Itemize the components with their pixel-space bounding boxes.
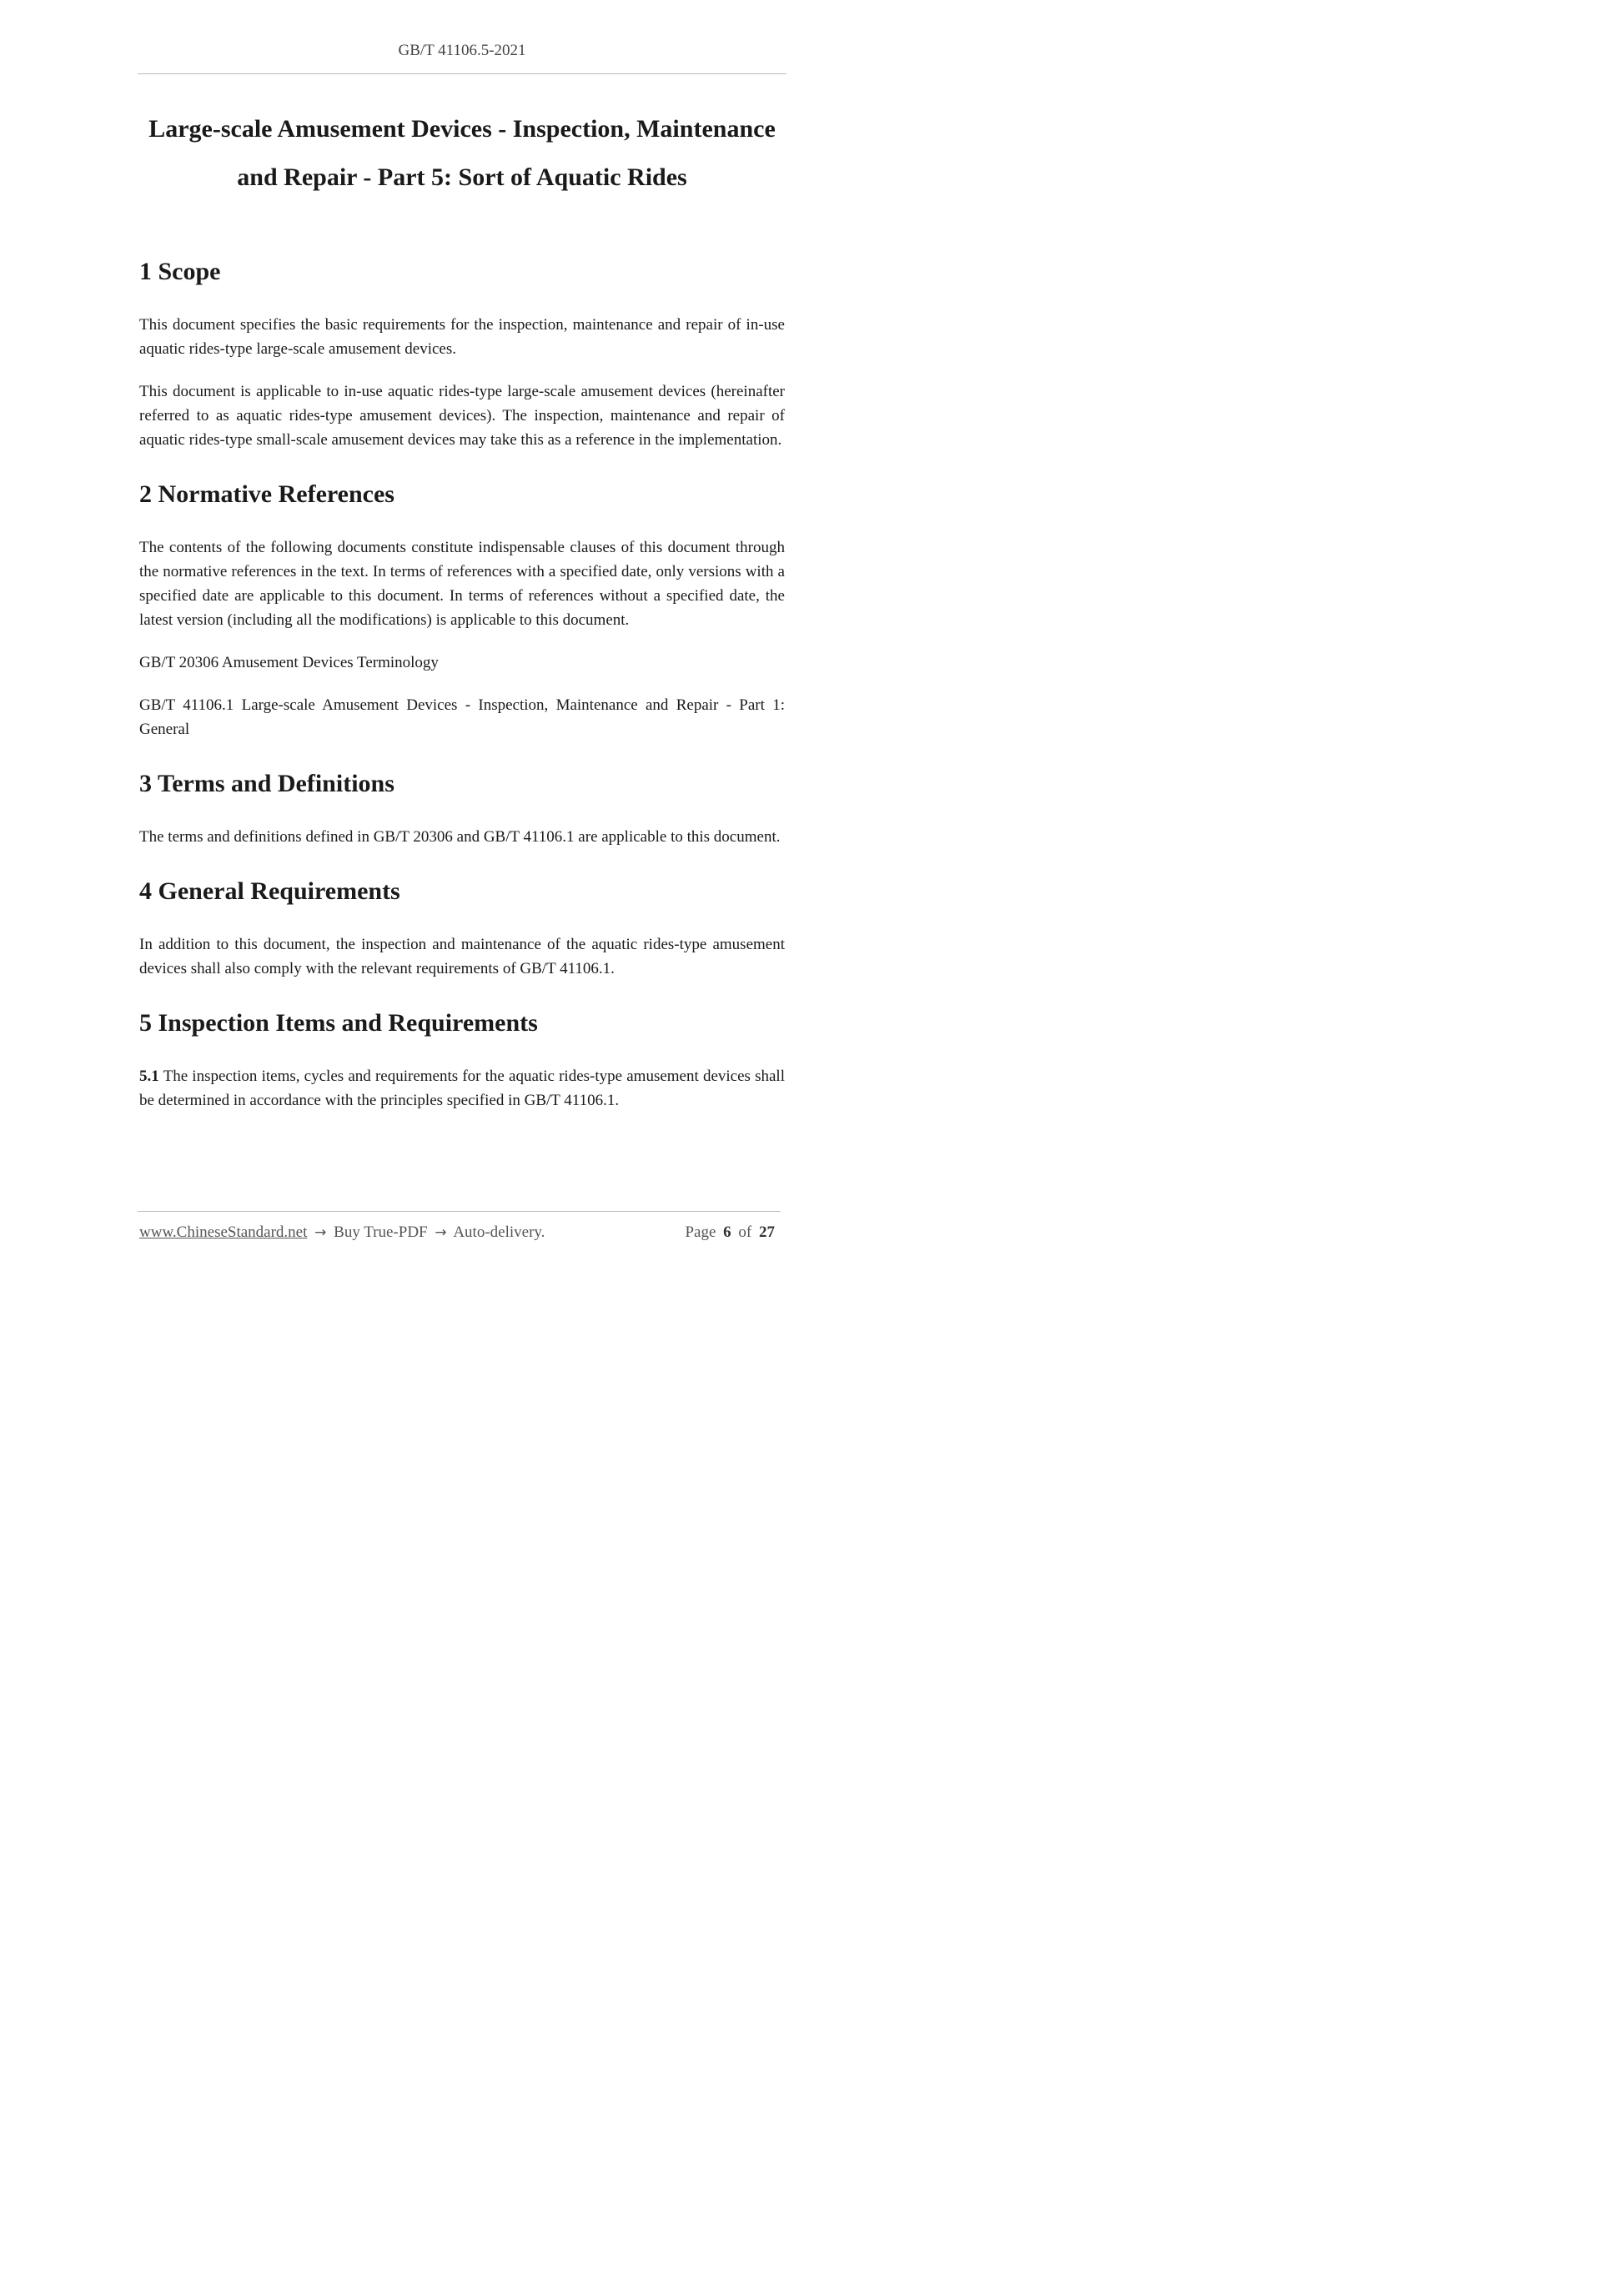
title-line-2: and Repair - Part 5: Sort of Aquatic Rides (237, 163, 687, 191)
terms-definitions-paragraph: The terms and definitions defined in GB/T 20306 and GB/T 41106.1 are applicable to this document. (139, 828, 781, 846)
section-heading-inspection-items: 5 Inspection Items and Requirements (139, 1009, 538, 1037)
section-heading-normative-references: 2 Normative References (139, 480, 394, 508)
clause-number: 5.1 (139, 1068, 159, 1085)
reference-item-1: GB/T 20306 Amusement Devices Terminology (139, 654, 439, 671)
footer-promo (139, 1223, 545, 1242)
document-code-header: GB/T 41106.5-2021 (398, 42, 526, 59)
general-requirements-paragraph: In addition to this document, the inspection and maintenance of the aquatic rides-type amusement devices shall also comply with the relevant requirements of GB/T 41106.1. (139, 936, 785, 977)
page-label: Page (685, 1223, 716, 1241)
website-link[interactable]: www.ChineseStandard.net (139, 1223, 308, 1241)
page-number (685, 1223, 778, 1242)
section-heading-terms-definitions: 3 Terms and Definitions (139, 770, 394, 797)
page-current: 6 (723, 1223, 731, 1241)
scope-paragraph-2: This document is applicable to in-use aquatic rides-type large-scale amusement devices (hereinafter referred to as aquatic rides-type amusement devices). The inspection, maintenance and repair of aquatic rides-type small-scale amusement devices may take this as a reference in the implementation. (139, 383, 785, 449)
normative-references-paragraph: The contents of the following documents constitute indispensable clauses of this document through the normative references in the text. In terms of references with a specified date, only versions with a specified date are applicable to this document. In terms of references without a specified date, the latest version (including all the modifications) is applicable to this document. (139, 539, 785, 629)
clause-text: The inspection items, cycles and requirements for the aquatic rides-type amusement devices shall be determined in accordance with the principles specified in GB/T 41106.1. (139, 1068, 785, 1109)
arrow-right-icon: → (435, 1224, 447, 1241)
scope-paragraph-1: This document specifies the basic requirements for the inspection, maintenance and repair of in-use aquatic rides-type large-scale amusement devices. (139, 316, 785, 358)
footer-divider (138, 1211, 781, 1212)
clause-5-1-paragraph (139, 1064, 785, 1113)
document-body (139, 249, 785, 1113)
reference-item-2: GB/T 41106.1 Large-scale Amusement Devices - Inspection, Maintenance and Repair - Part 1: General (139, 696, 785, 738)
section-heading-scope: 1 Scope (139, 258, 221, 285)
title-line-1: Large-scale Amusement Devices - Inspection, Maintenance (148, 115, 776, 143)
section-heading-general-requirements: 4 General Requirements (139, 877, 400, 905)
document-title (138, 105, 786, 202)
header-divider (138, 73, 786, 74)
arrow-right-icon: → (314, 1224, 327, 1241)
auto-delivery-text: Auto-delivery. (453, 1223, 545, 1241)
buy-true-pdf-text: Buy True-PDF (334, 1223, 428, 1241)
page-of-label: of (738, 1223, 752, 1241)
page-total: 27 (759, 1223, 775, 1241)
